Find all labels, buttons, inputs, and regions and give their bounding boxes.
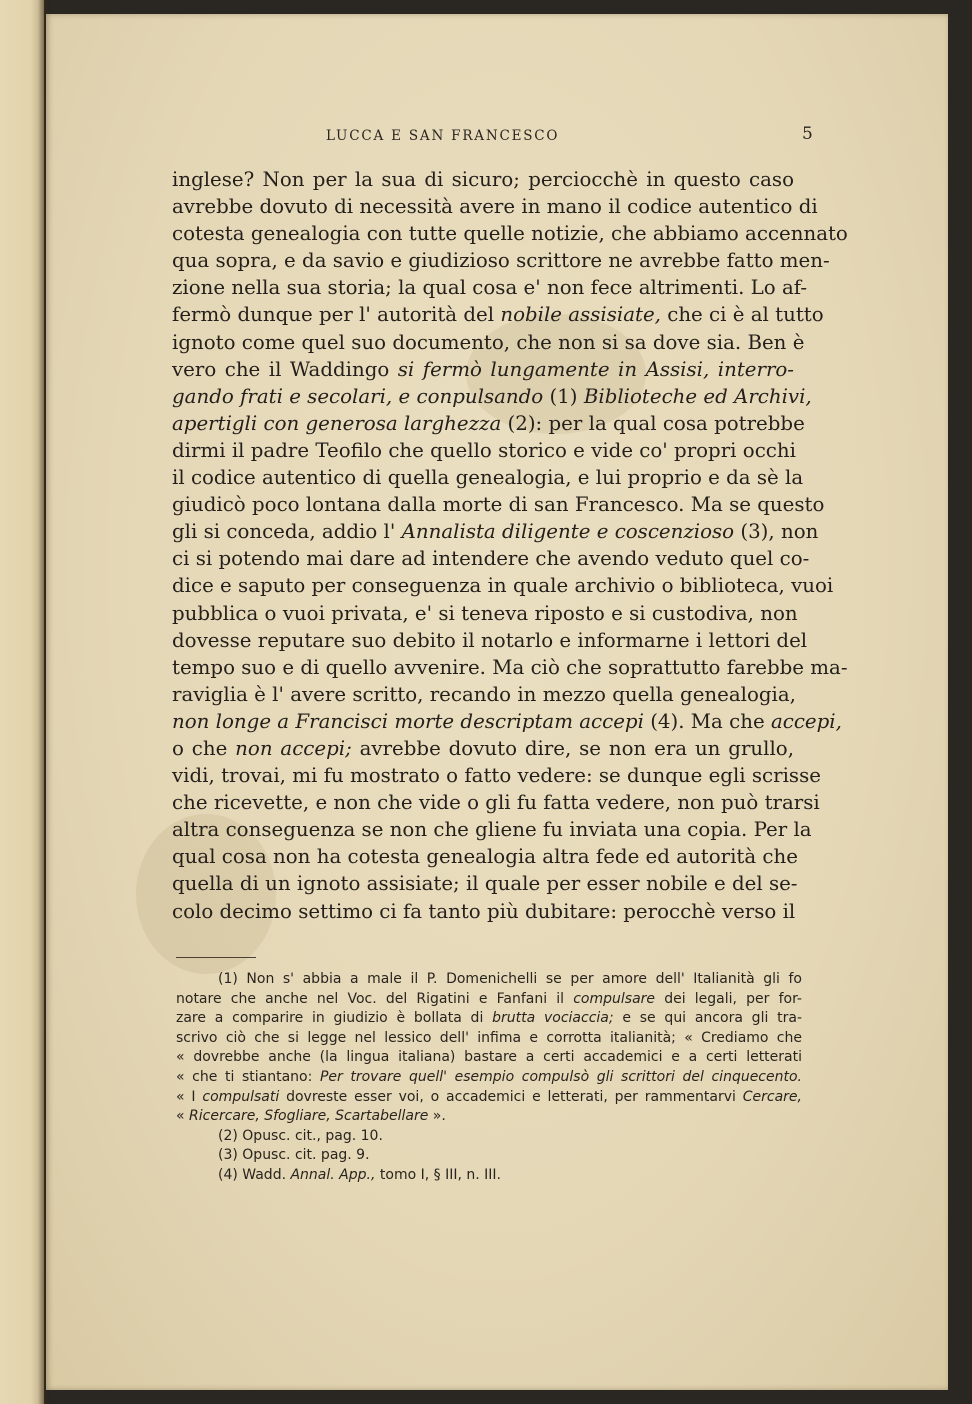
footnote-line [176,1166,802,1186]
running-title: LUCCA E SAN FRANCESCO [326,128,560,144]
text-segment: il codice autentico di quella genealogia, e lui proprio e da sè la [172,466,804,490]
body-line [172,572,834,599]
text-segment: vero che il Waddingo [172,357,398,381]
main-text-block [172,166,848,925]
footnote-line [176,1009,802,1029]
body-line [172,410,805,437]
text-segment: tomo I, § III, n. III. [375,1166,501,1183]
text-segment: ignoto come quel suo documento, che non si sa dove sia. Ben è [172,330,805,354]
text-segment: e se qui ancora gli tra- [613,1010,802,1027]
text-segment: zare a comparire in giudizio è bollata di [176,1010,493,1027]
italic-text-segment: nobile assisiate, [500,303,661,327]
text-segment: che ricevette, e non che vide o gli fu fatta vedere, non può trarsi [172,791,820,815]
body-line [172,301,824,328]
text-segment: avrebbe dovuto dire, se non era un grullo, [351,736,794,760]
footnote-line [176,1068,802,1088]
body-line [172,870,798,897]
text-segment: dice e saputo per conseguenza in quale archivio o biblioteca, vuoi [172,574,834,598]
italic-text-segment: non accepi; [235,736,352,760]
italic-text-segment: Ricercare, Sfogliare, Scartabellare [189,1108,429,1125]
italic-text-segment: accepi, [770,709,842,733]
body-line [172,898,794,925]
page-number: 5 [802,124,813,144]
text-segment: altra conseguenza se non che gliene fu inviata una copia. Per la [172,818,812,842]
body-line [172,491,825,518]
body-line [172,708,842,735]
text-segment: o che [172,736,236,760]
italic-text-segment: Annal. App., [290,1166,376,1183]
text-segment: (3), non [734,520,819,544]
text-segment: gli si conceda, addio l' [172,520,402,544]
body-line [172,843,798,870]
italic-text-segment: gando frati e secolari, e conpulsando [172,384,544,408]
footnote-line [176,970,802,990]
text-segment: vidi, trovai, mi fu mostrato o fatto vedere: se dunque egli scrisse [172,764,821,788]
text-segment: « che ti stiantano: [176,1068,320,1085]
footnote-line [176,990,802,1010]
body-line [172,437,794,464]
body-line [172,220,848,247]
italic-text-segment: apertigli con generosa larghezza [172,411,502,435]
text-segment: dovreste esser voi, o accademici e letterati, per rammentarvi [279,1088,743,1105]
body-line [172,654,848,681]
body-line [172,464,804,491]
text-segment: fermò dunque per l' autorità del [172,303,501,327]
body-line [172,247,830,274]
footnote-line [176,1146,802,1166]
text-segment: giudicò poco lontana dalla morte di san Francesco. Ma se questo [172,493,825,517]
text-segment: qual cosa non ha cotesta genealogia altra fede ed autorità che [172,845,798,869]
footnote-line [176,1029,802,1049]
text-segment: « I [176,1088,203,1105]
text-segment: pubblica o vuoi privata, e' si teneva riposto e si custodiva, non [172,601,798,625]
body-line [172,193,818,220]
italic-text-segment: brutta vociaccia; [492,1010,614,1027]
body-line [172,735,794,762]
italic-text-segment: si fermò lungamente in Assisi, interro- [397,357,794,381]
text-segment: scrivo ciò che si legge nel lessico dell' infima e corrotta italianità; « Crediamo che [176,1029,802,1046]
footnotes-block [176,970,802,1186]
text-segment: zione nella sua storia; la qual cosa e' non fece altrimenti. Lo af- [172,276,808,300]
italic-text-segment: compulsare [573,990,656,1007]
italic-text-segment: Biblioteche ed Archivi, [583,384,812,408]
footnote-line [176,1127,802,1147]
text-segment: raviglia è l' avere scritto, recando in mezzo quella genealogia, [172,682,796,706]
body-line [172,545,810,572]
body-line [172,816,812,843]
text-segment: qua sopra, e da savio e giudizioso scrittore ne avrebbe fatto men- [172,249,830,273]
text-segment: cotesta genealogia con tutte quelle notizie, che abbiamo accennato [172,222,848,246]
text-segment: dei legali, per for- [655,990,802,1007]
body-line [172,518,819,545]
text-segment: (2) Opusc. cit., pag. 10. [218,1127,383,1144]
body-line [172,166,794,193]
italic-text-segment: Annalista diligente e coscenzioso [401,520,735,544]
text-segment: colo decimo settimo ci fa tanto più dubitare: perocchè verso il [172,899,796,923]
text-segment: quella di un ignoto assisiate; il quale per esser nobile e del se- [172,872,798,896]
footnote-separator [176,957,256,958]
body-line [172,383,812,410]
text-segment: dirmi il padre Teofilo che quello storico e vide co' propri occhi [172,438,796,462]
italic-text-segment: Per trovare quell' esempio compulsò gli scrittori del cinquecento. [319,1068,802,1085]
text-segment: (1) [543,384,584,408]
body-line [172,681,794,708]
text-segment: tempo suo e di quello avvenire. Ma ciò che soprattutto farebbe ma- [172,655,848,679]
text-segment: che ci è al tutto [660,303,824,327]
text-segment: « dovrebbe anche (la lingua italiana) bastare a certi accademici e a certi letterati [176,1049,802,1066]
text-segment: (4) Wadd. [218,1166,291,1183]
italic-text-segment: non longe a Francisci morte descriptam accepi [172,709,644,733]
footnote-line [176,1048,802,1068]
footnote-line [176,1088,802,1108]
body-line [172,356,794,383]
text-segment: (1) Non s' abbia a male il P. Domenichelli se per amore dell' Italianità gli fo [218,971,802,987]
text-segment: avrebbe dovuto di necessità avere in mano il codice autentico di [172,195,818,219]
body-line [172,329,805,356]
text-segment: dovesse reputare suo debito il notarlo e informarne i lettori del [172,628,808,652]
body-line [172,627,808,654]
text-segment: (2): per la qual cosa potrebbe [501,411,805,435]
text-segment: (4). Ma che [643,709,771,733]
text-segment: (3) Opusc. cit. pag. 9. [218,1147,370,1164]
italic-text-segment: Cercare, [742,1088,802,1105]
body-line [172,789,820,816]
body-line [172,762,821,789]
italic-text-segment: compulsati [202,1088,280,1105]
body-line [172,600,798,627]
body-line [172,274,808,301]
text-segment: ci si potendo mai dare ad intendere che avendo veduto quel co- [172,547,810,571]
footnote-line [176,1107,802,1127]
text-segment: notare che anche nel Voc. del Rigatini e Fanfani il [176,990,574,1007]
text-segment: ». [428,1108,446,1125]
text-segment: inglese? Non per la sua di sicuro; perciocchè in questo caso [172,168,794,191]
text-segment: « [176,1108,190,1125]
